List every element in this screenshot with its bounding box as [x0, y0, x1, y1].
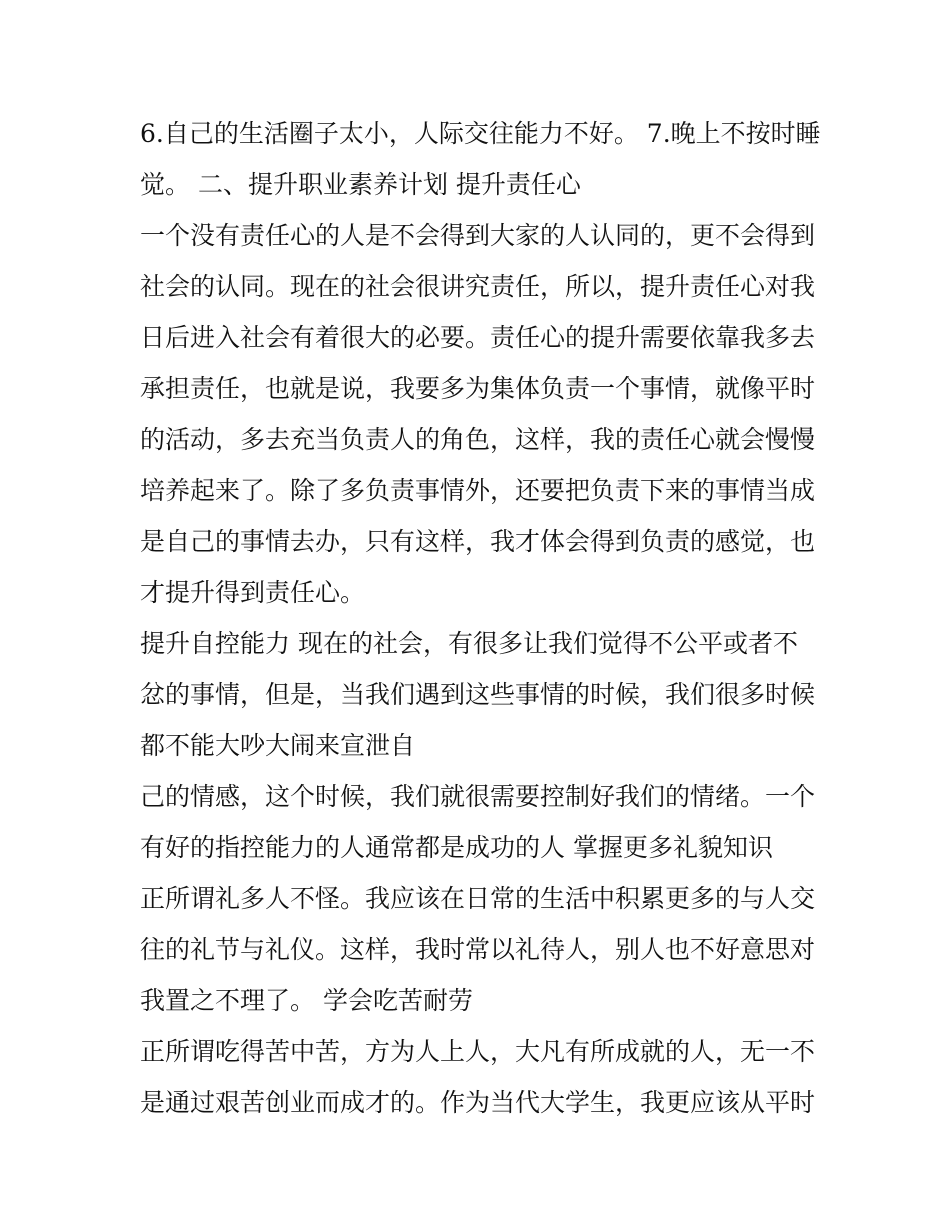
text-line: 正所谓吃得苦中苦，方为人上人，大凡有所成就的人，无一不: [140, 1037, 816, 1066]
text-line: 忿的事情，但是，当我们遇到这些事情的时候，我们很多时候: [140, 680, 816, 709]
text-line: 正所谓礼多人不怪。我应该在日常的生活中积累更多的与人交: [140, 884, 816, 913]
text-line: 才提升得到责任心。: [140, 578, 366, 607]
text-line: 一个没有责任心的人是不会得到大家的人认同的，更不会得到: [140, 221, 816, 250]
text-line: 往的礼节与礼仪。这样，我时常以礼待人，别人也不好意思对: [140, 935, 816, 964]
text-line: 培养起来了。除了多负责事情外，还要把负责下来的事情当成: [140, 476, 816, 505]
text-line: 有好的指控能力的人通常都是成功的人 掌握更多礼貌知识: [140, 833, 773, 862]
text-line: 都不能大吵大闹来宣泄自: [140, 731, 416, 760]
document-body: [140, 108, 830, 1128]
text-line: 承担责任，也就是说，我要多为集体负责一个事情，就像平时: [140, 374, 816, 403]
text-line: 是自己的事情去办，只有这样，我才体会得到负责的感觉，也: [140, 527, 816, 556]
text-line: 日后进入社会有着很大的必要。责任心的提升需要依靠我多去: [140, 323, 816, 352]
text-line: 我置之不理了。 学会吃苦耐劳: [140, 986, 473, 1015]
text-line: 6.自己的生活圈子太小，人际交往能力不好。 7.晚上不按时睡: [140, 119, 821, 148]
text-line: 提升自控能力 现在的社会，有很多让我们觉得不公平或者不: [140, 629, 798, 658]
text-line: 己的情感，这个时候，我们就很需要控制好我们的情绪。一个: [140, 782, 816, 811]
text-line: 是通过艰苦创业而成才的。作为当代大学生，我更应该从平时: [140, 1088, 816, 1117]
text-line: 觉。 二、提升职业素养计划 提升责任心: [140, 170, 581, 199]
text-line: 社会的认同。现在的社会很讲究责任，所以，提升责任心对我: [140, 272, 816, 301]
text-line: 的活动，多去充当负责人的角色，这样，我的责任心就会慢慢: [140, 425, 816, 454]
